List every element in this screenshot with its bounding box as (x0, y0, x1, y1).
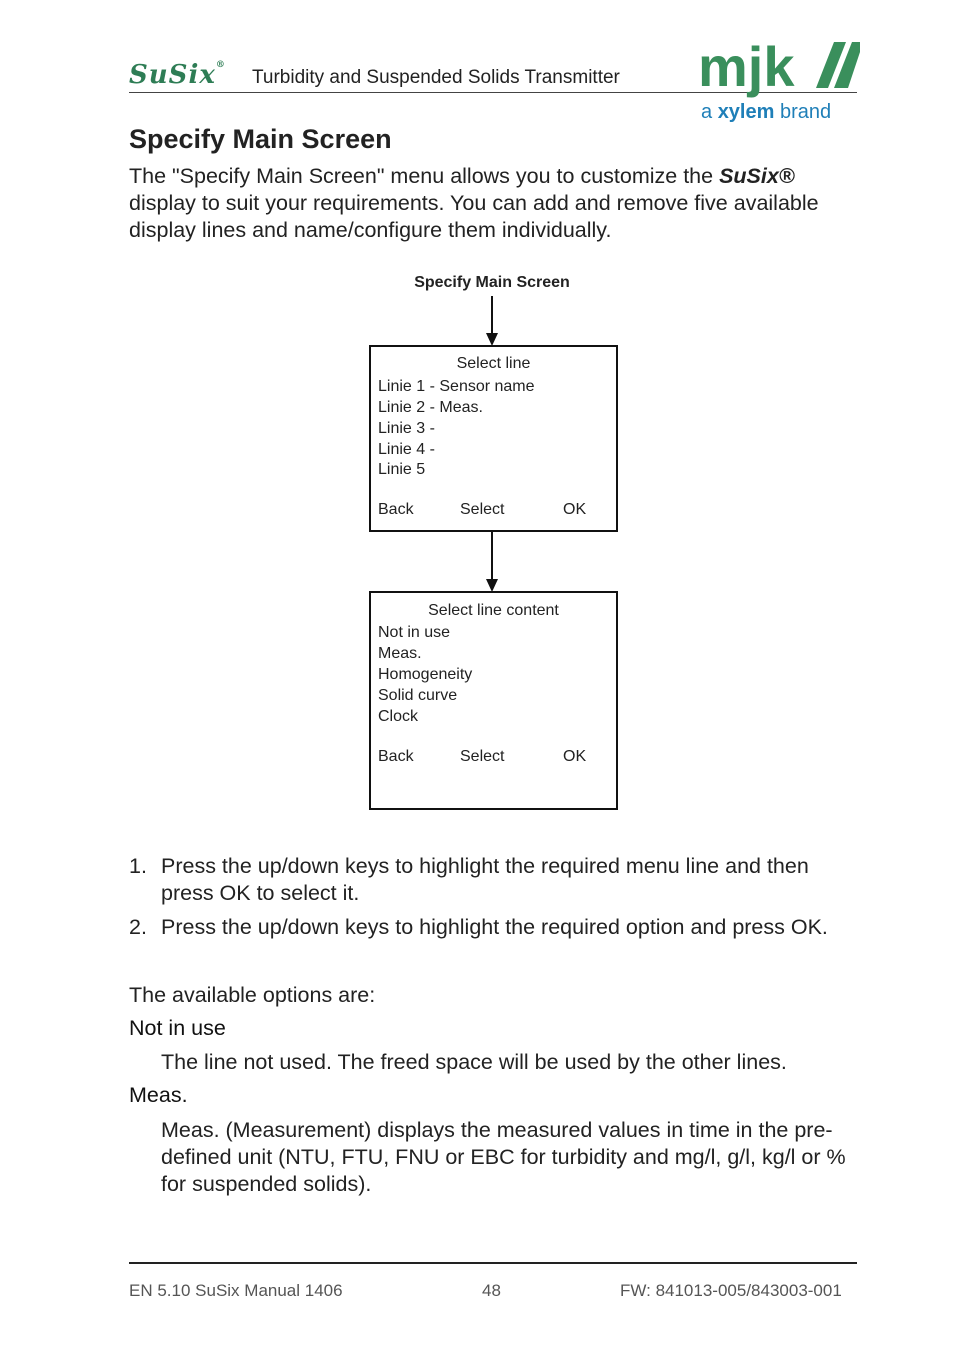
step-item (129, 853, 859, 907)
back-softkey: Back (378, 748, 414, 765)
menu-line: Linie 2 - Meas. (378, 399, 483, 416)
step-number: 1. (129, 854, 147, 878)
menu-line: Meas. (378, 645, 422, 662)
document-title: Turbidity and Suspended Solids Transmitter (252, 67, 620, 88)
menu-line: Linie 5 (378, 461, 426, 478)
page-number: 48 (482, 1281, 501, 1300)
mjk-logo-text: mjk (698, 38, 795, 98)
option-description: Meas. (Measurement) displays the measured values in time in the pre-defined unit (NTU, FTU, FNU or EBC for turbidity and mg/l, g/l, kg/l or % for suspended solids). (161, 1118, 846, 1196)
select-softkey: Select (460, 748, 505, 765)
menu-line: Linie 1 - Sensor name (378, 378, 535, 395)
step-number: 2. (129, 915, 147, 939)
footer-divider (129, 1262, 857, 1264)
screen-heading: Select line content (428, 602, 559, 619)
menu-line: Linie 3 - (378, 420, 435, 437)
screen-heading: Select line (456, 355, 531, 372)
options-intro: The available options are: (129, 983, 376, 1007)
intro-paragraph: The "Specify Main Screen" menu allows you to customize the SuSix® display to suit your requirements. You can add and remove five available display lines and name/configure them individually. (129, 164, 819, 242)
menu-line: Solid curve (378, 687, 458, 704)
option-heading: Meas. (129, 1083, 188, 1107)
menu-line: Clock (378, 708, 419, 725)
select-softkey: Select (460, 501, 505, 518)
registered-mark: ® (215, 60, 226, 70)
page-title: Specify Main Screen (129, 124, 392, 154)
xylem-tagline: a xylem brand (701, 101, 832, 123)
select-line-screen (369, 345, 618, 532)
step-text: Press the up/down keys to highlight the required option and press OK. (161, 915, 828, 939)
step-text: Press the up/down keys to highlight the required menu line and then press OK to select it. (161, 854, 809, 905)
ok-softkey: OK (563, 748, 587, 765)
susix-logo: SuSix® (129, 60, 226, 90)
option-description: The line not used. The freed space will be used by the other lines. (161, 1050, 787, 1074)
option-heading: Not in use (129, 1016, 226, 1040)
footer-manual-id: EN 5.10 SuSix Manual 1406 (129, 1281, 343, 1300)
product-name: SuSix® (719, 164, 795, 188)
footer-firmware: FW: 841013-005/843003-001 (620, 1281, 842, 1300)
select-line-content-screen (369, 591, 618, 810)
menu-line: Homogeneity (378, 666, 473, 683)
menu-line: Not in use (378, 624, 451, 641)
back-softkey: Back (378, 501, 414, 518)
menu-line: Linie 4 - (378, 441, 435, 458)
diagram-title: Specify Main Screen (414, 274, 570, 291)
step-item (129, 914, 859, 941)
ok-softkey: OK (563, 501, 587, 518)
